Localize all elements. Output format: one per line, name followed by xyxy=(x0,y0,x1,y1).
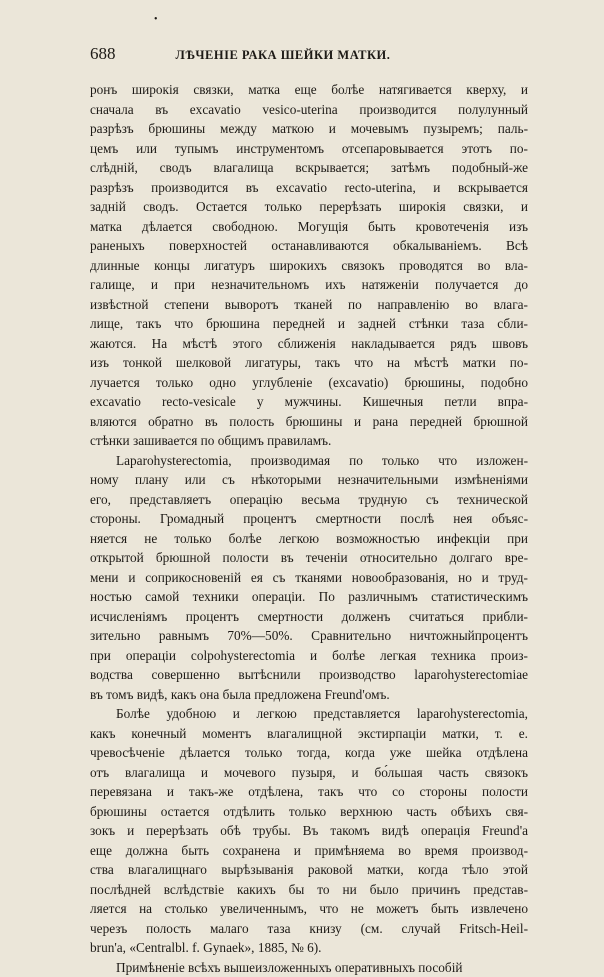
text-line: вляются обратно въ полость брюшины и рана передней брюшной xyxy=(90,412,528,432)
text-line: жаются. На мѣстѣ этого сближенія накладывается рядъ швовъ xyxy=(90,334,528,354)
text-line: длинные концы лигатуръ широкихъ связокъ проводятся во вла- xyxy=(90,256,528,276)
body-text xyxy=(90,80,528,977)
text-line: разрѣзъ брюшины между маткою и мочевымъ пузыремъ; паль- xyxy=(90,119,528,139)
text-line: стороны. Громадный процентъ смертности послѣ нея объяс- xyxy=(90,509,528,529)
text-line: слѣдній, сводъ влагалища вскрывается; затѣмъ подобный-же xyxy=(90,158,528,178)
text-line: цемъ или тупымъ инструментомъ отсепаровывается этотъ по- xyxy=(90,139,528,159)
text-line: стѣнки зашивается по общимъ правиламъ. xyxy=(90,431,528,451)
text-line: извѣстной степени выворотъ тканей по направленію во влага- xyxy=(90,295,528,315)
text-line: отъ влагалища и мочевого пузыря, и бо́льшая часть связокъ xyxy=(90,763,528,783)
text-line: черезъ полость малаго таза книзу (см. случай Fritsch-Heil- xyxy=(90,919,528,939)
text-line: brun'а, «Centralbl. f. Gynaek», 1885, № 6). xyxy=(90,938,528,958)
paragraph xyxy=(90,704,528,958)
text-line: еще должна быть сохранена и примѣняема во время производ- xyxy=(90,841,528,861)
text-line: послѣдней вслѣдствіе какихъ бы то ни было причинъ представ- xyxy=(90,880,528,900)
running-head xyxy=(90,44,530,64)
text-line: брюшины остается отдѣлить только верхнюю часть обѣихъ свя- xyxy=(90,802,528,822)
text-line: зокъ и перерѣзать обѣ трубы. Въ такомъ видѣ операція Freund'а xyxy=(90,821,528,841)
text-line: водства совершенно вытѣснили производство laparohysterectomiae xyxy=(90,665,528,685)
text-line: какъ конечный моментъ влагалищной экстирпаціи матки, т. е. xyxy=(90,724,528,744)
text-line: чревосѣченіе дѣлается только тогда, когда уже шейка отдѣлена xyxy=(90,743,528,763)
text-line: лище, такъ что брюшина передней и задней стѣнки таза сбли- xyxy=(90,314,528,334)
text-line: исчисленіямъ процентъ смертности долженъ считаться прибли- xyxy=(90,607,528,627)
text-line: excavatio recto-vesicale у мужчины. Кишечныя петли впра- xyxy=(90,392,528,412)
text-line: его, представляетъ операцію весьма трудную съ технической xyxy=(90,490,528,510)
paragraph xyxy=(90,80,528,451)
text-line: лучается только одно углубленіе (excavatio) брюшины, подобно xyxy=(90,373,528,393)
text-line: Примѣненіе всѣхъ вышеизложенныхъ оперативныхъ пособій xyxy=(90,958,528,977)
text-line: при операціи colpohysterectomia и болѣе легкая техника произ- xyxy=(90,646,528,666)
text-line: матка дѣлается свободною. Могущія быть кровотеченія изъ xyxy=(90,217,528,237)
text-line: задній сводъ. Остается только перерѣзать широкія связки, и xyxy=(90,197,528,217)
text-line: ства влагалищнаго вырѣзыванія раковой матки, когда тѣло этой xyxy=(90,860,528,880)
text-line: ляется на столько увеличеннымъ, что не можетъ быть извлечено xyxy=(90,899,528,919)
text-line: няется не только болѣе легкою возможностью инфекціи при xyxy=(90,529,528,549)
text-line: раненыхъ поверхностей останавливаются обкалываніемъ. Всѣ xyxy=(90,236,528,256)
text-line: зительно равнымъ 70%—50%. Сравнительно ничтожныйпроцентъ xyxy=(90,626,528,646)
paragraph xyxy=(90,958,528,977)
paragraph xyxy=(90,451,528,705)
text-line: мени и соприкосновеній ея съ тканями новообразованія, но и труд- xyxy=(90,568,528,588)
text-line: перевязана и такъ-же отдѣлена, такъ что со стороны полости xyxy=(90,782,528,802)
text-line: ронъ широкія связки, матка еще болѣе натягивается кверху, и xyxy=(90,80,528,100)
text-line: Болѣе удобною и легкою представляется laparohysterectomia, xyxy=(90,704,528,724)
text-line: въ томъ видѣ, какъ она была предложена Freund'омъ. xyxy=(90,685,528,705)
text-line: ностью самой техники операціи. По различнымъ статистическимъ xyxy=(90,587,528,607)
text-line: открытой брюшной полости въ теченіи относительно долгаго вре- xyxy=(90,548,528,568)
text-line: сначала въ excavatio vesico-uterina производится полулунный xyxy=(90,100,528,120)
text-line: разрѣзъ производится въ excavatio recto-uterina, и вскрывается xyxy=(90,178,528,198)
print-mark: • xyxy=(154,14,158,25)
running-title: ЛѢЧЕНІЕ РАКА ШЕЙКИ МАТКИ. xyxy=(176,48,391,63)
text-line: ному плану или съ нѣкоторыми незначительными измѣненіями xyxy=(90,470,528,490)
text-line: Laparohysterectomia, производимая по только что изложен- xyxy=(90,451,528,471)
text-line: галище, и при незначительномъ ихъ натяженіи получается до xyxy=(90,275,528,295)
text-line: изъ тонкой шелковой лигатуры, такъ что на мѣстѣ матки по- xyxy=(90,353,528,373)
page-number: 688 xyxy=(90,44,116,64)
